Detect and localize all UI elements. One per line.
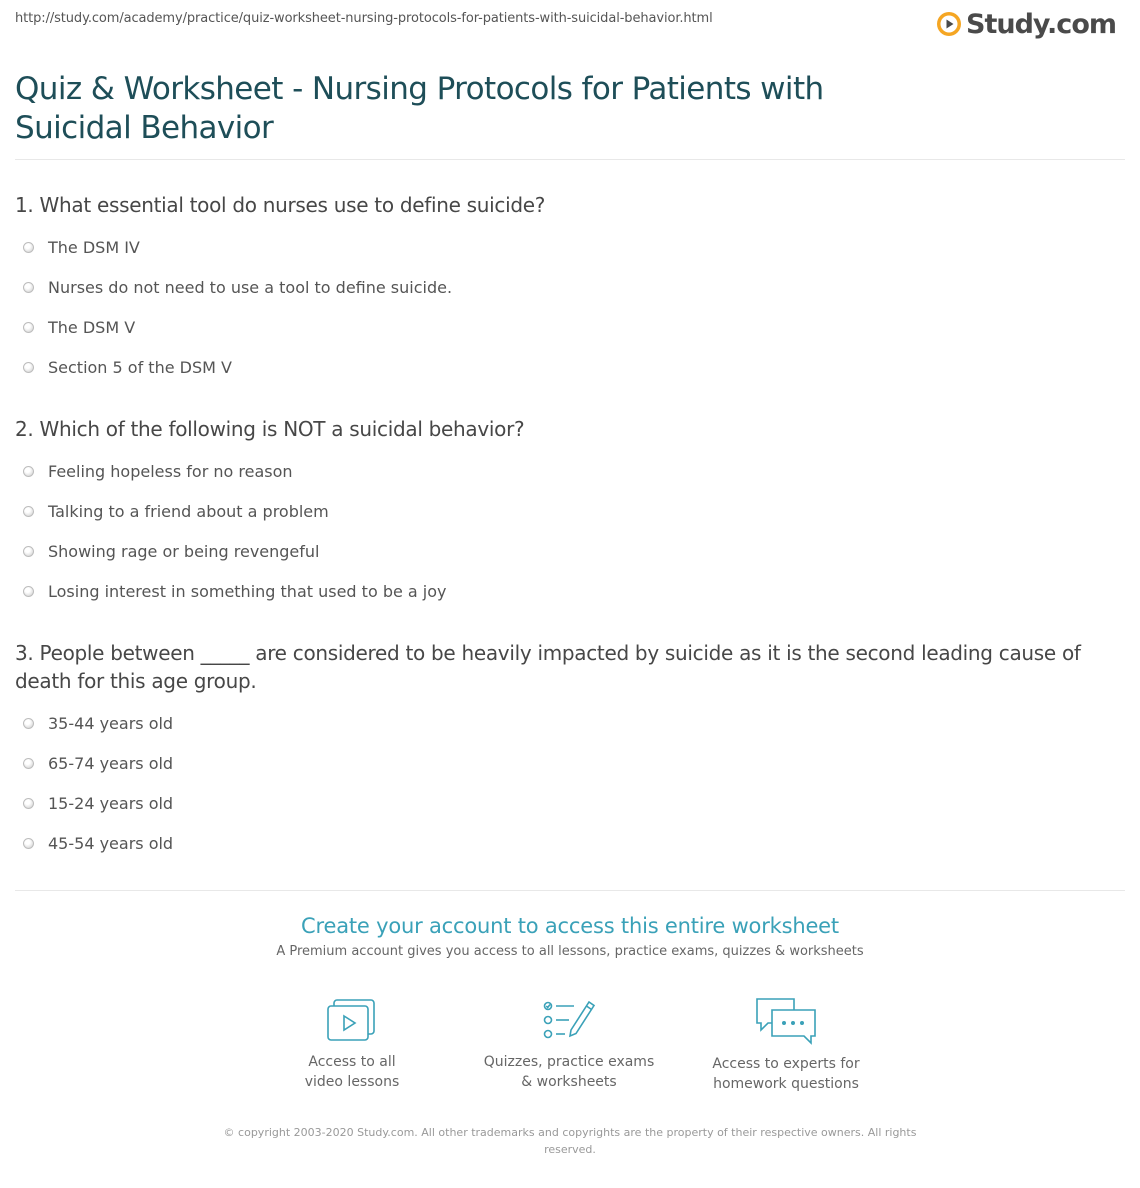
option[interactable] [23, 792, 173, 814]
radio-button[interactable] [23, 362, 34, 373]
feature-label: Quizzes, practice exams & worksheets [483, 1054, 655, 1090]
option[interactable] [23, 712, 173, 734]
quiz-checklist-icon [541, 996, 597, 1044]
option[interactable] [23, 356, 232, 378]
play-circle-icon [936, 11, 962, 37]
page-title: Quiz & Worksheet - Nursing Protocols for Patients with Suicidal Behavior [15, 71, 824, 146]
radio-button[interactable] [23, 546, 34, 557]
study-logo[interactable] [936, 6, 1116, 42]
radio-button[interactable] [23, 242, 34, 253]
option[interactable] [23, 832, 173, 854]
option-label: Talking to a friend about a problem [48, 501, 329, 521]
option[interactable] [23, 236, 140, 258]
radio-button[interactable] [23, 798, 34, 809]
option-label: Feeling hopeless for no reason [48, 461, 293, 481]
option-label: 35-44 years old [48, 713, 174, 733]
question-3: 3. People between _____ are considered to be heavily impacted by suicide as it is the second leading cause of death for this age group. [15, 641, 1081, 693]
divider [15, 159, 1125, 160]
option-label: 65-74 years old [48, 753, 174, 773]
option-label: Section 5 of the DSM V [48, 357, 232, 377]
option-label: The DSM IV [48, 237, 140, 257]
radio-button[interactable] [23, 718, 34, 729]
option-label: Showing rage or being revengeful [48, 541, 320, 561]
radio-button[interactable] [23, 282, 34, 293]
question-2: 2. Which of the following is NOT a suicidal behavior? [15, 417, 525, 441]
option[interactable] [23, 540, 320, 562]
copyright-notice: © copyright 2003-2020 Study.com. All other trademarks and copyrights are the property of their respective owners. All rights reserved. [223, 1126, 917, 1156]
option-label: Losing interest in something that used to be a joy [48, 581, 447, 601]
option-label: Nurses do not need to use a tool to define suicide. [48, 277, 453, 297]
video-lessons-icon [325, 996, 379, 1044]
option[interactable] [23, 752, 173, 774]
option-label: 15-24 years old [48, 793, 174, 813]
radio-button[interactable] [23, 586, 34, 597]
feature-video-lessons [252, 996, 452, 1092]
option[interactable] [23, 500, 329, 522]
option-label: 45-54 years old [48, 833, 174, 853]
option[interactable] [23, 460, 293, 482]
radio-button[interactable] [23, 322, 34, 333]
radio-button[interactable] [23, 466, 34, 477]
page-url: http://study.com/academy/practice/quiz-worksheet-nursing-protocols-for-patients-with-suicidal-behavior.html [15, 11, 713, 26]
feature-quizzes [469, 996, 669, 1092]
cta-subtitle: A Premium account gives you access to all lessons, practice exams, quizzes & worksheets [276, 944, 864, 959]
option[interactable] [23, 276, 452, 298]
question-1: 1. What essential tool do nurses use to define suicide? [15, 193, 546, 217]
create-account-link[interactable]: Create your account to access this entire worksheet [301, 914, 839, 938]
radio-button[interactable] [23, 506, 34, 517]
logo-text: Study.com [966, 8, 1116, 40]
option[interactable] [23, 316, 135, 338]
option[interactable] [23, 580, 447, 602]
chat-bubbles-icon [754, 996, 818, 1046]
divider [15, 890, 1125, 891]
option-label: The DSM V [48, 317, 136, 337]
radio-button[interactable] [23, 838, 34, 849]
radio-button[interactable] [23, 758, 34, 769]
feature-label: Access to all video lessons [304, 1054, 400, 1090]
feature-label: Access to experts for homework questions [712, 1056, 860, 1092]
feature-experts [686, 996, 886, 1094]
